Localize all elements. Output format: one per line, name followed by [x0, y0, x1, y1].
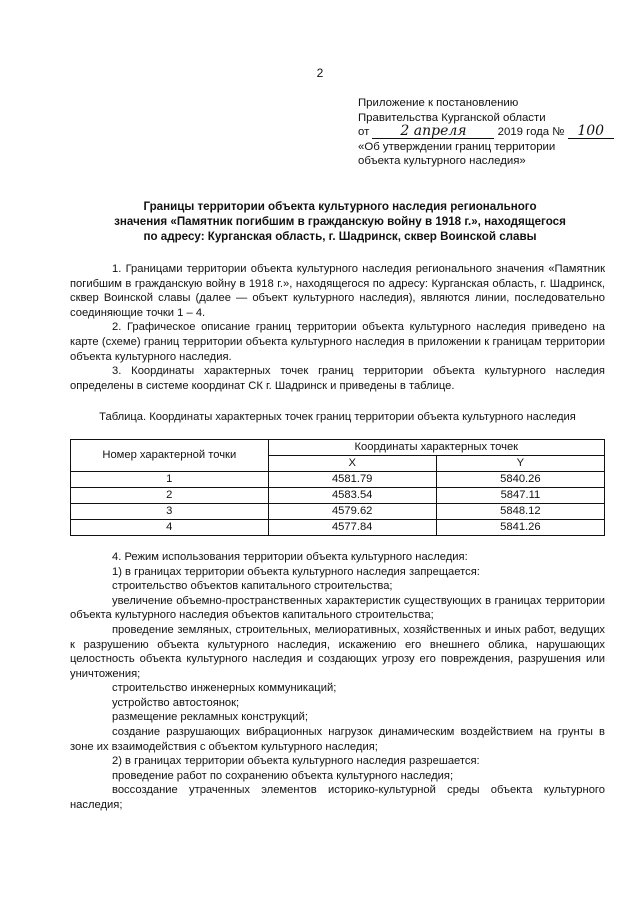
regime-item: строительство объектов капитального строительства; [112, 580, 393, 593]
paragraph-2: 2. Графическое описание границ территории объекта культурного наследия приведено на карте (схеме) границ территории объекта культурного наследия в приложении к границам территории объекта культурного наследия. [70, 321, 605, 363]
regime-item: проведение земляных, строительных, мелиоративных, хозяйственных и иных работ, ведущих к разрушению объекта культурного наследия, искажению его внешнего облика, нарушающих целостность объекта культурного наследия и создающих угрозу его повреждения, разрушения или уничтожения; [70, 623, 605, 680]
cell-y: 5841.26 [436, 519, 604, 535]
title-line-3: по адресу: Курганская область, г. Шадринск, сквер Воинской славы [143, 230, 537, 243]
table-header-row [71, 439, 605, 455]
cell-x: 4581.79 [268, 471, 436, 487]
cell-point: 3 [71, 503, 269, 519]
regime-item: 1) в границах территории объекта культурного наследия запрещается: [112, 565, 480, 578]
regime-item: устройство автостоянок; [112, 696, 240, 709]
cell-point: 2 [71, 487, 269, 503]
regime-item: 4. Режим использования территории объекта культурного наследия: [112, 550, 468, 563]
cell-point: 1 [71, 471, 269, 487]
table-row [71, 471, 605, 487]
regime-item: создание разрушающих вибрационных нагрузок динамическим воздействием на грунты в зоне их взаимодействия с объектом культурного наследия; [70, 726, 605, 753]
appendix-header [358, 96, 620, 169]
cell-y: 5848.12 [436, 503, 604, 519]
appendix-subject-2: объекта культурного наследия» [358, 155, 526, 168]
page-number: 2 [316, 66, 324, 80]
cell-point: 4 [71, 519, 269, 535]
table-row [71, 503, 605, 519]
regime-item: 2) в границах территории объекта культурного наследия разрешается: [112, 755, 480, 768]
handwritten-date: 2 апреля [372, 125, 494, 139]
paragraph-1: 1. Границами территории объекта культурного наследия регионального значения «Памятник погибшим в гражданскую войну в 1918 г.», находящегося по адресу: Курганская область, г. Шадринск, сквер Воинской славы (далее — объект культурного наследия), являются линии, последовательно соединяющие точки 1 – 4. [70, 263, 605, 319]
table-row [71, 519, 605, 535]
title-line-2: значения «Памятник погибшим в гражданскую войну в 1918 г.», находящегося [114, 215, 566, 228]
header-point-number: Номер характерной точки [71, 439, 269, 471]
coordinates-table [70, 439, 605, 536]
header-x: X [268, 455, 436, 471]
appendix-date-line [358, 125, 620, 140]
cell-y: 5840.26 [436, 471, 604, 487]
date-prefix: от [358, 126, 370, 139]
regime-item: воссоздание утраченных элементов историко-культурной среды объекта культурного наследия; [70, 784, 605, 812]
table-caption: Таблица. Координаты характерных точек границ территории объекта культурного наследия [99, 411, 576, 424]
table-row [71, 487, 605, 503]
cell-y: 5847.11 [436, 487, 604, 503]
regime-section [70, 550, 605, 813]
document-title [60, 199, 620, 244]
appendix-line-1: Приложение к постановлению [358, 97, 519, 109]
cell-x: 4583.54 [268, 487, 436, 503]
header-y: Y [436, 455, 604, 471]
year-text: 2019 года № [497, 126, 565, 139]
cell-x: 4579.62 [268, 503, 436, 519]
regime-item: размещение рекламных конструкций; [112, 711, 308, 724]
cell-x: 4577.84 [268, 519, 436, 535]
handwritten-number: 100 [568, 125, 614, 139]
appendix-subject-1: «Об утверждении границ территории [358, 140, 556, 153]
paragraph-3: 3. Координаты характерных точек границ территории объекта культурного наследия определены в системе координат СК г. Шадринск и приведены в таблице. [70, 365, 605, 392]
header-coordinates: Координаты характерных точек [268, 439, 604, 455]
appendix-line-2: Правительства Курганской области [358, 111, 546, 124]
regime-item: проведение работ по сохранению объекта культурного наследия; [112, 769, 454, 782]
title-line-1: Границы территории объекта культурного наследия регионального [143, 200, 537, 213]
regime-item: увеличение объемно-пространственных характеристик существующих в границах территории объекта культурного наследия объектов капитального строительства; [70, 594, 605, 622]
document-body [70, 262, 605, 813]
regime-item: строительство инженерных коммуникаций; [112, 682, 337, 695]
